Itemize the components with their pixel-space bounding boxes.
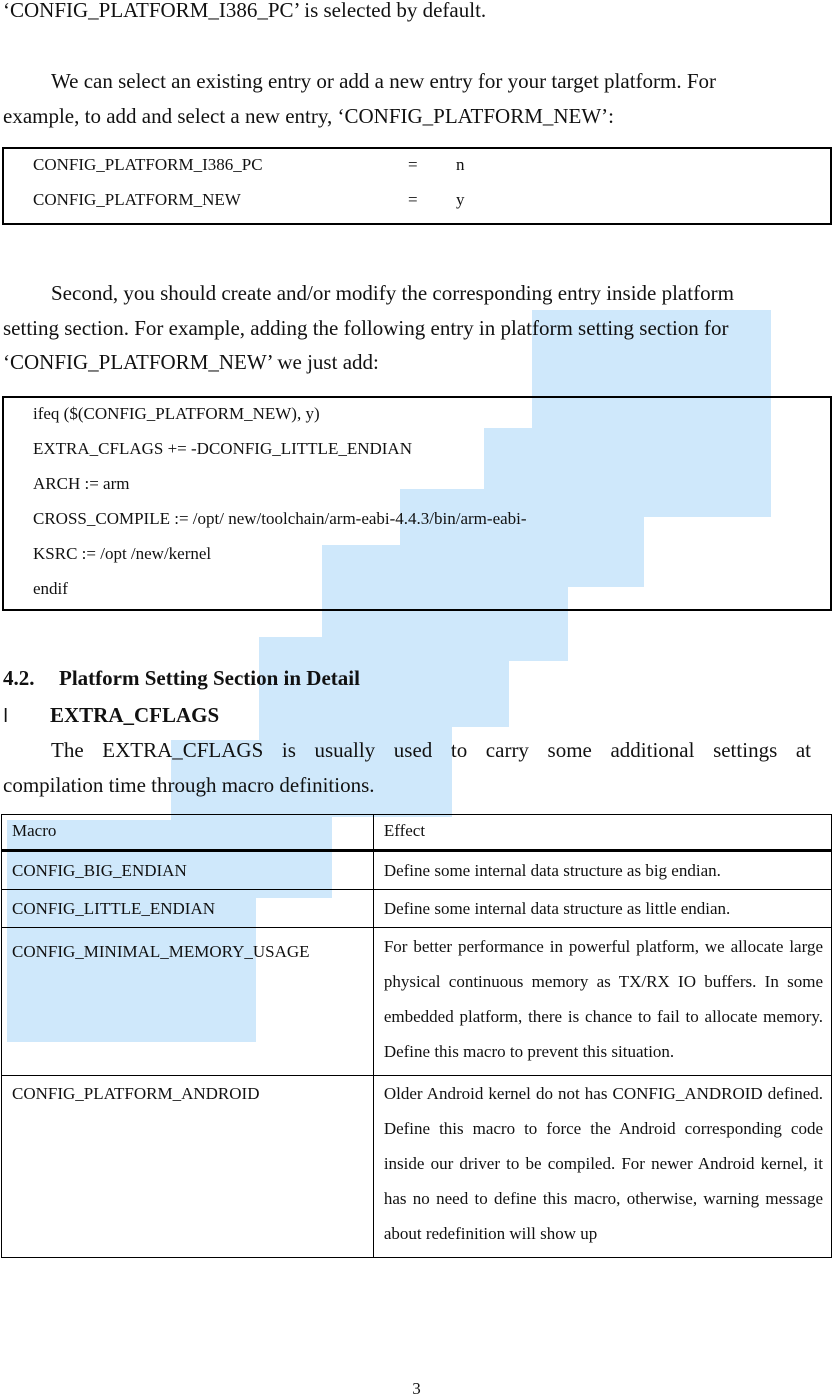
code-line: ifeq ($(CONFIG_PLATFORM_NEW), y) (33, 404, 320, 423)
table-cell-effect: Define some internal data structure as little endian. (373, 890, 831, 928)
table-cell-macro: CONFIG_PLATFORM_ANDROID (2, 1076, 374, 1258)
bullet-heading (3, 703, 220, 728)
intro-line: ‘CONFIG_PLATFORM_I386_PC’ is selected by default. (3, 0, 487, 22)
bullet-title: EXTRA_CFLAGS (50, 703, 220, 727)
table-cell-effect: Define some internal data structure as big endian. (373, 851, 831, 890)
table-cell-macro: CONFIG_LITTLE_ENDIAN (2, 890, 374, 928)
code-line: EXTRA_CFLAGS += -DCONFIG_LITTLE_ENDIAN (33, 439, 412, 458)
bullet-icon: l (3, 705, 9, 727)
code-line: KSRC := /opt /new/kernel (33, 544, 212, 563)
para1-line1: We can select an existing entry or add a new entry for your target platform. For (51, 69, 717, 93)
table-cell-effect: Older Android kernel do not has CONFIG_ANDROID defined. Define this macro to force the Android corresponding code inside our driver to be compiled. For newer Android kernel, it has no need to define this macro, otherwise, warning message about redefinition will show up (373, 1076, 831, 1258)
table-row (2, 1076, 832, 1258)
table-header-effect: Effect (373, 815, 831, 851)
para2-line1: Second, you should create and/or modify the corresponding entry inside platform (51, 281, 734, 305)
table-cell-macro: CONFIG_MINIMAL_MEMORY_USAGE (2, 928, 374, 1076)
table-row (2, 890, 832, 928)
table-header-row (2, 815, 832, 851)
page-number: 3 (412, 1379, 421, 1398)
config-val: n (456, 155, 465, 174)
config-key: CONFIG_PLATFORM_I386_PC (33, 155, 263, 174)
code-box (2, 396, 832, 611)
para2-line2: setting section. For example, adding the following entry in platform setting section for (3, 316, 729, 340)
config-val: y (456, 190, 465, 209)
para2-line3: ‘CONFIG_PLATFORM_NEW’ we just add: (3, 350, 379, 374)
para3-line1: The EXTRA_CFLAGS is usually used to carry some additional settings at (51, 738, 811, 762)
para3-line2: compilation time through macro definitions. (3, 773, 375, 797)
section-heading (3, 666, 360, 691)
macro-table (1, 814, 832, 1258)
section-number: 4.2. (3, 666, 35, 690)
config-key: CONFIG_PLATFORM_NEW (33, 190, 241, 209)
table-header-macro: Macro (2, 815, 374, 851)
code-line: ARCH := arm (33, 474, 130, 493)
config-eq: = (408, 155, 418, 174)
config-box (2, 147, 832, 225)
section-title: Platform Setting Section in Detail (59, 666, 360, 690)
table-row (2, 851, 832, 890)
table-cell-effect: For better performance in powerful platform, we allocate large physical continuous memory as TX/RX IO buffers. In some embedded platform, there is chance to fail to allocate memory. Define this macro to prevent this situation. (373, 928, 831, 1076)
para1-line2: example, to add and select a new entry, ‘CONFIG_PLATFORM_NEW’: (3, 104, 615, 128)
code-line: CROSS_COMPILE := /opt/ new/toolchain/arm-eabi-4.4.3/bin/arm-eabi- (33, 509, 527, 528)
table-cell-macro: CONFIG_BIG_ENDIAN (2, 851, 374, 890)
code-line: endif (33, 579, 68, 598)
table-row (2, 928, 832, 1076)
config-eq: = (408, 190, 418, 209)
